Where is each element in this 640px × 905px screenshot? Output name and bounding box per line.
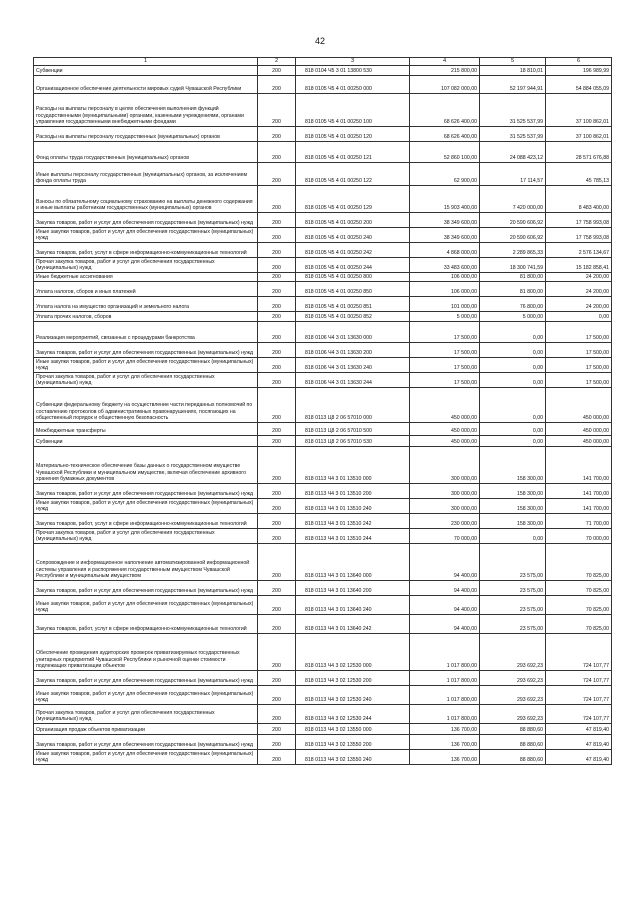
table-row: [34, 685, 612, 704]
row-remaining-amount-cell: 450 000,00: [546, 435, 612, 446]
table-row: [34, 321, 612, 342]
row-budget-code-cell: 818 0105 Ч5 4 01 00250 122: [296, 162, 410, 185]
row-remaining-amount-cell: 450 000,00: [546, 387, 612, 422]
row-budget-code-cell: 818 0106 Ч4 3 01 13630 200: [296, 342, 410, 357]
row-approved-amount-cell: 4 868 000,00: [410, 242, 480, 257]
row-vr-code-cell: 200: [258, 723, 296, 734]
row-remaining-amount-cell: 47 819,40: [546, 734, 612, 749]
row-approved-amount-cell: 33 483 600,00: [410, 257, 480, 272]
row-budget-code-cell: 818 0105 Ч5 4 01 00250 200: [296, 212, 410, 227]
row-executed-amount-cell: 31 525 537,99: [480, 126, 546, 141]
row-budget-code-cell: 818 0113 Ч4 3 01 13510 200: [296, 483, 410, 498]
row-executed-amount-cell: 20 590 606,92: [480, 227, 546, 242]
row-approved-amount-cell: 1 017 800,00: [410, 685, 480, 704]
row-approved-amount-cell: 215 800,00: [410, 65, 480, 75]
row-name-cell: Субвенции: [34, 435, 258, 446]
row-approved-amount-cell: 106 000,00: [410, 281, 480, 296]
row-vr-code-cell: 200: [258, 595, 296, 614]
row-budget-code-cell: 818 0113 Ч4 3 01 13510 244: [296, 528, 410, 543]
row-name-cell: Расходы на выплаты персоналу государственных (муниципальных) органов: [34, 126, 258, 141]
row-executed-amount-cell: 158 300,00: [480, 498, 546, 513]
column-header: 3: [296, 58, 410, 66]
row-budget-code-cell: 818 0105 Ч5 4 01 00250 100: [296, 93, 410, 126]
row-remaining-amount-cell: 70 825,00: [546, 543, 612, 580]
row-approved-amount-cell: 107 082 000,00: [410, 75, 480, 93]
row-name-cell: Иные закупки товаров, работ и услуг для обеспечения государственных (муниципальных) нужд: [34, 749, 258, 764]
row-executed-amount-cell: 0,00: [480, 528, 546, 543]
row-vr-code-cell: 200: [258, 614, 296, 633]
row-executed-amount-cell: 76 800,00: [480, 296, 546, 311]
row-budget-code-cell: 818 0106 Ч4 3 01 13630 240: [296, 357, 410, 372]
table-row: [34, 723, 612, 734]
row-vr-code-cell: 200: [258, 242, 296, 257]
row-budget-code-cell: 818 0113 Ч4 3 01 13510 000: [296, 446, 410, 483]
row-approved-amount-cell: 15 903 400,00: [410, 185, 480, 212]
row-executed-amount-cell: 24 088 423,12: [480, 141, 546, 162]
row-remaining-amount-cell: 71 700,00: [546, 513, 612, 528]
row-name-cell: Иные бюджетные ассигнования: [34, 272, 258, 281]
page-number: 42: [314, 36, 325, 46]
row-budget-code-cell: 818 0113 Ц8 2 06 57010 500: [296, 422, 410, 435]
row-name-cell: Прочая закупка товаров, работ и услуг для обеспечения государственных (муниципальных) нужд: [34, 257, 258, 272]
row-remaining-amount-cell: 70 825,00: [546, 595, 612, 614]
row-remaining-amount-cell: 37 100 862,01: [546, 126, 612, 141]
row-approved-amount-cell: 5 000,00: [410, 311, 480, 321]
row-name-cell: Закупка товаров, работ и услуг для обеспечения государственных (муниципальных) нужд: [34, 734, 258, 749]
row-vr-code-cell: 200: [258, 75, 296, 93]
row-approved-amount-cell: 1 017 800,00: [410, 704, 480, 723]
row-executed-amount-cell: 158 300,00: [480, 513, 546, 528]
row-name-cell: Закупка товаров, работ, услуг в сфере информационно-коммуникационных технологий: [34, 614, 258, 633]
row-vr-code-cell: 200: [258, 685, 296, 704]
row-remaining-amount-cell: 47 819,40: [546, 723, 612, 734]
row-name-cell: Организационное обеспечение деятельности мировых судей Чувашской Республики: [34, 75, 258, 93]
table-row: [34, 311, 612, 321]
row-budget-code-cell: 818 0105 Ч5 4 01 00250 800: [296, 272, 410, 281]
row-executed-amount-cell: 20 590 606,92: [480, 212, 546, 227]
row-name-cell: Иные закупки товаров, работ и услуг для обеспечения государственных (муниципальных) нужд: [34, 498, 258, 513]
row-remaining-amount-cell: 141 700,00: [546, 483, 612, 498]
row-approved-amount-cell: 94 400,00: [410, 543, 480, 580]
row-vr-code-cell: 200: [258, 272, 296, 281]
row-remaining-amount-cell: 47 819,40: [546, 749, 612, 764]
row-remaining-amount-cell: 141 700,00: [546, 498, 612, 513]
row-remaining-amount-cell: 24 200,00: [546, 272, 612, 281]
row-name-cell: Прочая закупка товаров, работ и услуг для обеспечения государственных (муниципальных) нужд: [34, 372, 258, 387]
row-name-cell: Фонд оплаты труда государственных (муниципальных) органов: [34, 141, 258, 162]
row-budget-code-cell: 818 0113 Ч4 3 02 12530 200: [296, 670, 410, 685]
table-row: [34, 372, 612, 387]
row-approved-amount-cell: 230 000,00: [410, 513, 480, 528]
row-name-cell: Прочая закупка товаров, работ и услуг для обеспечения государственных (муниципальных) нужд: [34, 704, 258, 723]
table-row: [34, 342, 612, 357]
table-row: [34, 212, 612, 227]
row-budget-code-cell: 818 0105 Ч5 4 01 00250 852: [296, 311, 410, 321]
row-remaining-amount-cell: 196 989,99: [546, 65, 612, 75]
row-approved-amount-cell: 94 400,00: [410, 580, 480, 595]
row-approved-amount-cell: 300 000,00: [410, 446, 480, 483]
row-remaining-amount-cell: 24 200,00: [546, 281, 612, 296]
row-remaining-amount-cell: 8 483 400,00: [546, 185, 612, 212]
row-approved-amount-cell: 68 626 400,00: [410, 126, 480, 141]
row-name-cell: Уплата прочих налогов, сборов: [34, 311, 258, 321]
row-vr-code-cell: 200: [258, 387, 296, 422]
column-header: 4: [410, 58, 480, 66]
row-executed-amount-cell: 0,00: [480, 342, 546, 357]
row-executed-amount-cell: 23 575,00: [480, 543, 546, 580]
row-vr-code-cell: 200: [258, 212, 296, 227]
table-row: [34, 614, 612, 633]
table-row: [34, 75, 612, 93]
row-name-cell: Уплата налога на имущество организаций и земельного налога: [34, 296, 258, 311]
table-row: [34, 633, 612, 670]
table-row: [34, 595, 612, 614]
row-budget-code-cell: 818 0113 Ч4 3 01 13640 200: [296, 580, 410, 595]
row-vr-code-cell: 200: [258, 281, 296, 296]
row-remaining-amount-cell: 17 500,00: [546, 342, 612, 357]
row-budget-code-cell: 818 0105 Ч5 4 01 00250 240: [296, 227, 410, 242]
column-number-row: [34, 58, 612, 66]
row-executed-amount-cell: 0,00: [480, 321, 546, 342]
row-name-cell: Субвенции федеральному бюджету на осуществление части переданных полномочий по составлению протоколов об административных правонарушениях, посягающих на общественный порядок и общественную безопасность: [34, 387, 258, 422]
row-vr-code-cell: 200: [258, 528, 296, 543]
row-executed-amount-cell: 293 692,23: [480, 704, 546, 723]
table-row: [34, 141, 612, 162]
row-vr-code-cell: 200: [258, 670, 296, 685]
row-budget-code-cell: 818 0105 Ч5 4 01 00250 121: [296, 141, 410, 162]
row-approved-amount-cell: 1 017 800,00: [410, 633, 480, 670]
row-remaining-amount-cell: 15 182 858,41: [546, 257, 612, 272]
row-approved-amount-cell: 300 000,00: [410, 498, 480, 513]
row-name-cell: Закупка товаров, работ и услуг для обеспечения государственных (муниципальных) нужд: [34, 580, 258, 595]
row-name-cell: Закупка товаров, работ и услуг для обеспечения государственных (муниципальных) нужд: [34, 670, 258, 685]
table-row: [34, 498, 612, 513]
row-budget-code-cell: 818 0113 Ц8 2 06 57010 000: [296, 387, 410, 422]
row-approved-amount-cell: 106 000,00: [410, 272, 480, 281]
row-name-cell: Закупка товаров, работ и услуг для обеспечения государственных (муниципальных) нужд: [34, 212, 258, 227]
table-row: [34, 422, 612, 435]
row-vr-code-cell: 200: [258, 435, 296, 446]
row-name-cell: Иные закупки товаров, работ и услуг для обеспечения государственных (муниципальных) нужд: [34, 227, 258, 242]
row-approved-amount-cell: 17 500,00: [410, 342, 480, 357]
row-remaining-amount-cell: 17 758 993,08: [546, 227, 612, 242]
row-executed-amount-cell: 7 420 000,00: [480, 185, 546, 212]
row-executed-amount-cell: 17 114,57: [480, 162, 546, 185]
row-approved-amount-cell: 94 400,00: [410, 595, 480, 614]
table-row: [34, 704, 612, 723]
row-remaining-amount-cell: 28 571 676,88: [546, 141, 612, 162]
row-approved-amount-cell: 450 000,00: [410, 387, 480, 422]
table-row: [34, 257, 612, 272]
table-row: [34, 65, 612, 75]
row-approved-amount-cell: 94 400,00: [410, 614, 480, 633]
column-header: 1: [34, 58, 258, 66]
row-executed-amount-cell: 88 880,60: [480, 723, 546, 734]
row-executed-amount-cell: 23 575,00: [480, 595, 546, 614]
row-budget-code-cell: 818 0113 Ч4 3 02 13550 240: [296, 749, 410, 764]
table-row: [34, 387, 612, 422]
row-approved-amount-cell: 70 000,00: [410, 528, 480, 543]
row-vr-code-cell: 200: [258, 296, 296, 311]
row-vr-code-cell: 200: [258, 580, 296, 595]
row-approved-amount-cell: 38 349 600,00: [410, 227, 480, 242]
table-row: [34, 126, 612, 141]
row-budget-code-cell: 818 0113 Ц8 2 06 57010 530: [296, 435, 410, 446]
row-vr-code-cell: 200: [258, 342, 296, 357]
row-remaining-amount-cell: 724 107,77: [546, 704, 612, 723]
row-remaining-amount-cell: 70 825,00: [546, 614, 612, 633]
row-name-cell: Взносы по обязательному социальному страхованию на выплаты денежного содержания и иные выплаты работникам государственных (муниципальных) органов: [34, 185, 258, 212]
row-executed-amount-cell: 52 197 944,91: [480, 75, 546, 93]
row-vr-code-cell: 200: [258, 141, 296, 162]
row-remaining-amount-cell: 17 758 993,08: [546, 212, 612, 227]
row-budget-code-cell: 818 0113 Ч4 3 01 13510 242: [296, 513, 410, 528]
table-row: [34, 543, 612, 580]
row-executed-amount-cell: 293 692,23: [480, 685, 546, 704]
table-row: [34, 93, 612, 126]
row-name-cell: Обеспечение проведения аудиторских проверок приватизируемых государственных унитарных предприятий Чувашской Республики и рыночной оценки стоимости подлежащих приватизации объектов: [34, 633, 258, 670]
row-budget-code-cell: 818 0113 Ч4 3 01 13640 242: [296, 614, 410, 633]
row-approved-amount-cell: 52 860 100,00: [410, 141, 480, 162]
row-name-cell: Закупка товаров, работ и услуг для обеспечения государственных (муниципальных) нужд: [34, 483, 258, 498]
row-approved-amount-cell: 68 626 400,00: [410, 93, 480, 126]
row-vr-code-cell: 200: [258, 483, 296, 498]
row-executed-amount-cell: 2 289 865,33: [480, 242, 546, 257]
row-executed-amount-cell: 18 810,01: [480, 65, 546, 75]
row-approved-amount-cell: 101 000,00: [410, 296, 480, 311]
row-remaining-amount-cell: 37 100 862,01: [546, 93, 612, 126]
row-remaining-amount-cell: 2 576 134,67: [546, 242, 612, 257]
row-budget-code-cell: 818 0113 Ч4 3 02 12530 240: [296, 685, 410, 704]
row-executed-amount-cell: 0,00: [480, 422, 546, 435]
row-name-cell: Субвенции: [34, 65, 258, 75]
row-executed-amount-cell: 81 800,00: [480, 272, 546, 281]
row-name-cell: Уплата налогов, сборов и иных платежей: [34, 281, 258, 296]
row-vr-code-cell: 200: [258, 543, 296, 580]
row-name-cell: Закупка товаров, работ и услуг для обеспечения государственных (муниципальных) нужд: [34, 342, 258, 357]
row-vr-code-cell: 200: [258, 257, 296, 272]
row-remaining-amount-cell: 17 500,00: [546, 321, 612, 342]
row-budget-code-cell: 818 0105 Ч5 4 01 00250 244: [296, 257, 410, 272]
row-name-cell: Закупка товаров, работ, услуг в сфере информационно-коммуникационных технологий: [34, 242, 258, 257]
row-approved-amount-cell: 450 000,00: [410, 435, 480, 446]
row-executed-amount-cell: 31 525 537,99: [480, 93, 546, 126]
row-name-cell: Сопровождение и информационное наполнение автоматизированной информационной системы управления и распоряжения государственным имуществом Чувашской Республики и муниципальным имуществом: [34, 543, 258, 580]
row-remaining-amount-cell: 724 107,77: [546, 633, 612, 670]
row-vr-code-cell: 200: [258, 185, 296, 212]
row-name-cell: Организация продаж объектов приватизации: [34, 723, 258, 734]
row-vr-code-cell: 200: [258, 422, 296, 435]
row-executed-amount-cell: 0,00: [480, 372, 546, 387]
row-budget-code-cell: 818 0105 Ч5 4 01 00250 851: [296, 296, 410, 311]
row-vr-code-cell: 200: [258, 126, 296, 141]
table-row: [34, 734, 612, 749]
row-vr-code-cell: 200: [258, 321, 296, 342]
table-row: [34, 357, 612, 372]
row-budget-code-cell: 818 0113 Ч4 3 01 13640 000: [296, 543, 410, 580]
table-row: [34, 513, 612, 528]
row-executed-amount-cell: 293 692,23: [480, 633, 546, 670]
row-remaining-amount-cell: 450 000,00: [546, 422, 612, 435]
row-budget-code-cell: 818 0105 Ч5 4 01 00250 000: [296, 75, 410, 93]
row-approved-amount-cell: 300 000,00: [410, 483, 480, 498]
row-vr-code-cell: 200: [258, 311, 296, 321]
row-approved-amount-cell: 38 349 600,00: [410, 212, 480, 227]
row-approved-amount-cell: 17 500,00: [410, 321, 480, 342]
row-vr-code-cell: 200: [258, 446, 296, 483]
row-vr-code-cell: 200: [258, 704, 296, 723]
row-vr-code-cell: 200: [258, 513, 296, 528]
row-approved-amount-cell: 17 500,00: [410, 357, 480, 372]
row-approved-amount-cell: 1 017 800,00: [410, 670, 480, 685]
row-budget-code-cell: 818 0106 Ч4 3 01 13630 244: [296, 372, 410, 387]
table-row: [34, 435, 612, 446]
row-remaining-amount-cell: 54 884 055,09: [546, 75, 612, 93]
row-name-cell: Материально-техническое обеспечение базы данных о государственном имуществе Чувашской Республики и муниципальном имуществе, включая обеспечение архивного хранения бумажных документов: [34, 446, 258, 483]
row-budget-code-cell: 818 0105 Ч5 4 01 00250 120: [296, 126, 410, 141]
row-approved-amount-cell: 62 900,00: [410, 162, 480, 185]
row-vr-code-cell: 200: [258, 227, 296, 242]
table-row: [34, 185, 612, 212]
row-remaining-amount-cell: 24 200,00: [546, 296, 612, 311]
row-remaining-amount-cell: 724 107,77: [546, 685, 612, 704]
row-budget-code-cell: 818 0105 Ч5 4 01 00250 850: [296, 281, 410, 296]
column-header: 5: [480, 58, 546, 66]
row-name-cell: Реализация мероприятий, связанных с процедурами банкротства: [34, 321, 258, 342]
table-row: [34, 162, 612, 185]
row-budget-code-cell: 818 0113 Ч4 3 02 13550 200: [296, 734, 410, 749]
row-executed-amount-cell: 0,00: [480, 387, 546, 422]
budget-execution-table: [33, 57, 612, 765]
row-executed-amount-cell: 23 575,00: [480, 580, 546, 595]
row-budget-code-cell: 818 0105 Ч5 4 01 00250 242: [296, 242, 410, 257]
row-approved-amount-cell: 450 000,00: [410, 422, 480, 435]
row-executed-amount-cell: 81 800,00: [480, 281, 546, 296]
row-approved-amount-cell: 136 700,00: [410, 749, 480, 764]
row-name-cell: Межбюджетные трансферты: [34, 422, 258, 435]
row-approved-amount-cell: 136 700,00: [410, 734, 480, 749]
row-name-cell: Закупка товаров, работ, услуг в сфере информационно-коммуникационных технологий: [34, 513, 258, 528]
row-vr-code-cell: 200: [258, 162, 296, 185]
row-budget-code-cell: 818 0113 Ч4 3 01 13510 240: [296, 498, 410, 513]
row-approved-amount-cell: 136 700,00: [410, 723, 480, 734]
row-vr-code-cell: 200: [258, 498, 296, 513]
row-executed-amount-cell: 18 300 741,59: [480, 257, 546, 272]
row-name-cell: Иные выплаты персоналу государственных (муниципальных) органов, за исключением фонда оплаты труда: [34, 162, 258, 185]
table-row: [34, 670, 612, 685]
column-header: 6: [546, 58, 612, 66]
row-budget-code-cell: 818 0105 Ч5 4 01 00250 129: [296, 185, 410, 212]
row-executed-amount-cell: 0,00: [480, 357, 546, 372]
row-name-cell: Расходы на выплаты персоналу в целях обеспечения выполнения функций государственными (муниципальными) органами, казенными учреждениями, органами управления государственными внебюджетными фондами: [34, 93, 258, 126]
row-remaining-amount-cell: 0,00: [546, 311, 612, 321]
table-row: [34, 580, 612, 595]
row-executed-amount-cell: 0,00: [480, 435, 546, 446]
row-vr-code-cell: 200: [258, 93, 296, 126]
table-row: [34, 528, 612, 543]
row-remaining-amount-cell: 70 825,00: [546, 580, 612, 595]
row-remaining-amount-cell: 70 000,00: [546, 528, 612, 543]
row-remaining-amount-cell: 17 500,00: [546, 372, 612, 387]
row-executed-amount-cell: 158 300,00: [480, 446, 546, 483]
column-header: 2: [258, 58, 296, 66]
row-remaining-amount-cell: 17 500,00: [546, 357, 612, 372]
table-row: [34, 227, 612, 242]
row-remaining-amount-cell: 141 700,00: [546, 446, 612, 483]
row-vr-code-cell: 200: [258, 734, 296, 749]
table-row: [34, 446, 612, 483]
row-vr-code-cell: 200: [258, 749, 296, 764]
row-budget-code-cell: 818 0113 Ч4 3 02 12530 000: [296, 633, 410, 670]
row-budget-code-cell: 818 0104 Ч5 3 01 13800 530: [296, 65, 410, 75]
row-executed-amount-cell: 88 880,60: [480, 734, 546, 749]
row-budget-code-cell: 818 0106 Ч4 3 01 13630 000: [296, 321, 410, 342]
table-row: [34, 296, 612, 311]
row-vr-code-cell: 200: [258, 65, 296, 75]
row-executed-amount-cell: 5 000,00: [480, 311, 546, 321]
table-row: [34, 749, 612, 764]
row-budget-code-cell: 818 0113 Ч4 3 02 13550 000: [296, 723, 410, 734]
table-row: [34, 242, 612, 257]
row-vr-code-cell: 200: [258, 372, 296, 387]
row-remaining-amount-cell: 724 107,77: [546, 670, 612, 685]
row-approved-amount-cell: 17 500,00: [410, 372, 480, 387]
row-budget-code-cell: 818 0113 Ч4 3 02 12530 244: [296, 704, 410, 723]
row-remaining-amount-cell: 45 785,13: [546, 162, 612, 185]
table-row: [34, 281, 612, 296]
table-row: [34, 483, 612, 498]
row-budget-code-cell: 818 0113 Ч4 3 01 13640 240: [296, 595, 410, 614]
row-vr-code-cell: 200: [258, 633, 296, 670]
table-row: [34, 272, 612, 281]
row-name-cell: Иные закупки товаров, работ и услуг для обеспечения государственных (муниципальных) нужд: [34, 685, 258, 704]
row-executed-amount-cell: 158 300,00: [480, 483, 546, 498]
row-executed-amount-cell: 88 880,60: [480, 749, 546, 764]
row-vr-code-cell: 200: [258, 357, 296, 372]
row-name-cell: Прочая закупка товаров, работ и услуг для обеспечения государственных (муниципальных) нужд: [34, 528, 258, 543]
row-executed-amount-cell: 23 575,00: [480, 614, 546, 633]
row-executed-amount-cell: 293 692,23: [480, 670, 546, 685]
row-name-cell: Иные закупки товаров, работ и услуг для обеспечения государственных (муниципальных) нужд: [34, 357, 258, 372]
row-name-cell: Иные закупки товаров, работ и услуг для обеспечения государственных (муниципальных) нужд: [34, 595, 258, 614]
